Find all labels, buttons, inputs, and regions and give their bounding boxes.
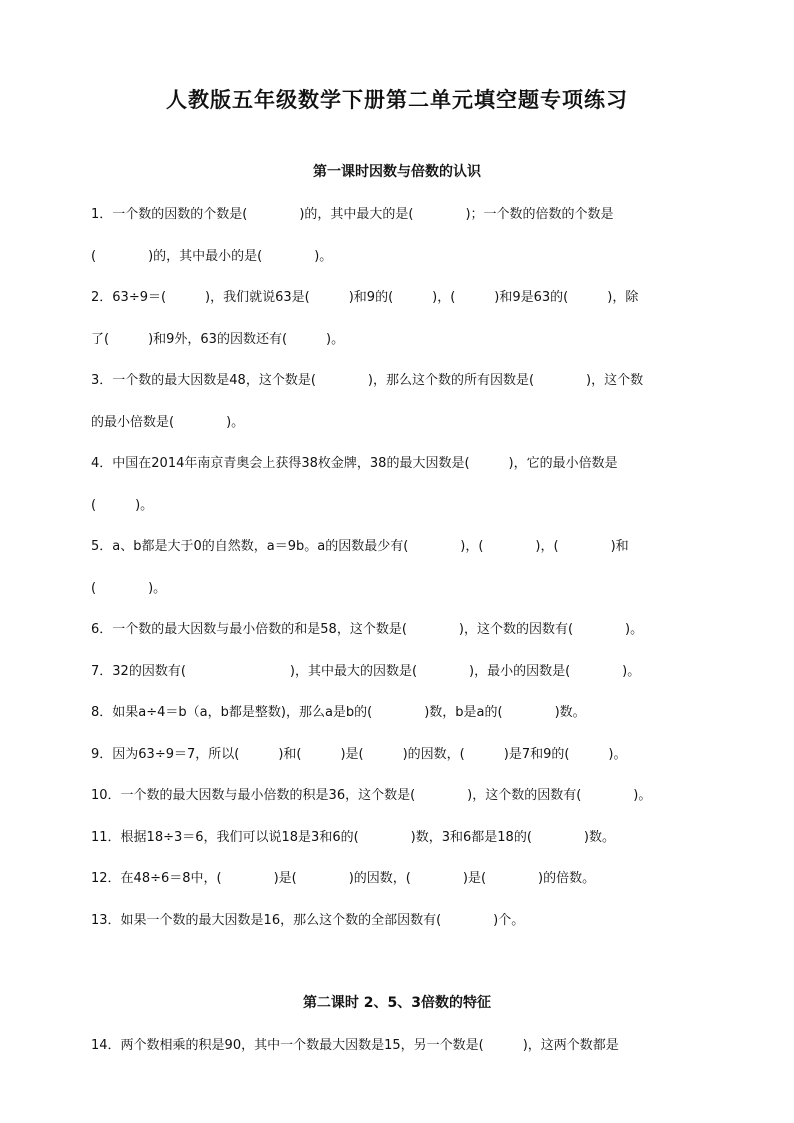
question-line: 5．a、b都是大于0的自然数，a＝9b。a的因数最少有( )，( )，( )和 <box>91 539 629 554</box>
section-title-2: 第二课时 2、5、3倍数的特征 <box>302 995 492 1011</box>
document-title: 人教版五年级数学下册第二单元填空题专项练习 <box>166 88 628 112</box>
question-line: 14．两个数相乘的积是90，其中一个数最大因数是15，另一个数是( )，这两个数都是 <box>91 1038 619 1053</box>
question-line: 8．如果a÷4＝b（a，b都是整数)，那么a是b的( )数，b是a的( )数。 <box>91 705 586 720</box>
question-line: 13．如果一个数的最大因数是16，那么这个数的全部因数有( )个。 <box>91 913 525 928</box>
question-line: 1．一个数的因数的个数是( )的，其中最大的是( )；一个数的倍数的个数是 <box>91 207 614 222</box>
question-line: ( )。 <box>91 581 167 596</box>
section-title-1: 第一课时因数与倍数的认识 <box>313 164 481 180</box>
question-line: 了( )和9外，63的因数还有( )。 <box>91 332 345 347</box>
question-line: 10．一个数的最大因数与最小倍数的积是36，这个数是( )，这个数的因数有( )。 <box>91 788 652 803</box>
question-line: 的最小倍数是( )。 <box>91 415 245 430</box>
question-line: ( )的，其中最小的是( )。 <box>91 249 333 264</box>
question-line: 7．32的因数有( )，其中最大的因数是( )，最小的因数是( )。 <box>91 664 641 679</box>
question-line: 6．一个数的最大因数与最小倍数的和是58，这个数是( )，这个数的因数有( )。 <box>91 622 644 637</box>
question-line: 9．因为63÷9＝7，所以( )和( )是( )的因数，( )是7和9的( )。 <box>91 747 627 762</box>
question-line: 2．63÷9＝( )，我们就说63是( )和9的( )，( )和9是63的( )，除 <box>91 290 639 305</box>
question-line: 11．根据18÷3＝6，我们可以说18是3和6的( )数，3和6都是18的( )数。 <box>91 830 615 845</box>
question-line: 12．在48÷6＝8中，( )是( )的因数，( )是( )的倍数。 <box>91 871 596 886</box>
question-line: 4．中国在2014年南京青奥会上获得38枚金牌，38的最大因数是( )，它的最小倍数是 <box>91 456 618 471</box>
question-line: 3．一个数的最大因数是48，这个数是( )，那么这个数的所有因数是( )，这个数 <box>91 373 644 388</box>
question-line: ( )。 <box>91 498 154 513</box>
